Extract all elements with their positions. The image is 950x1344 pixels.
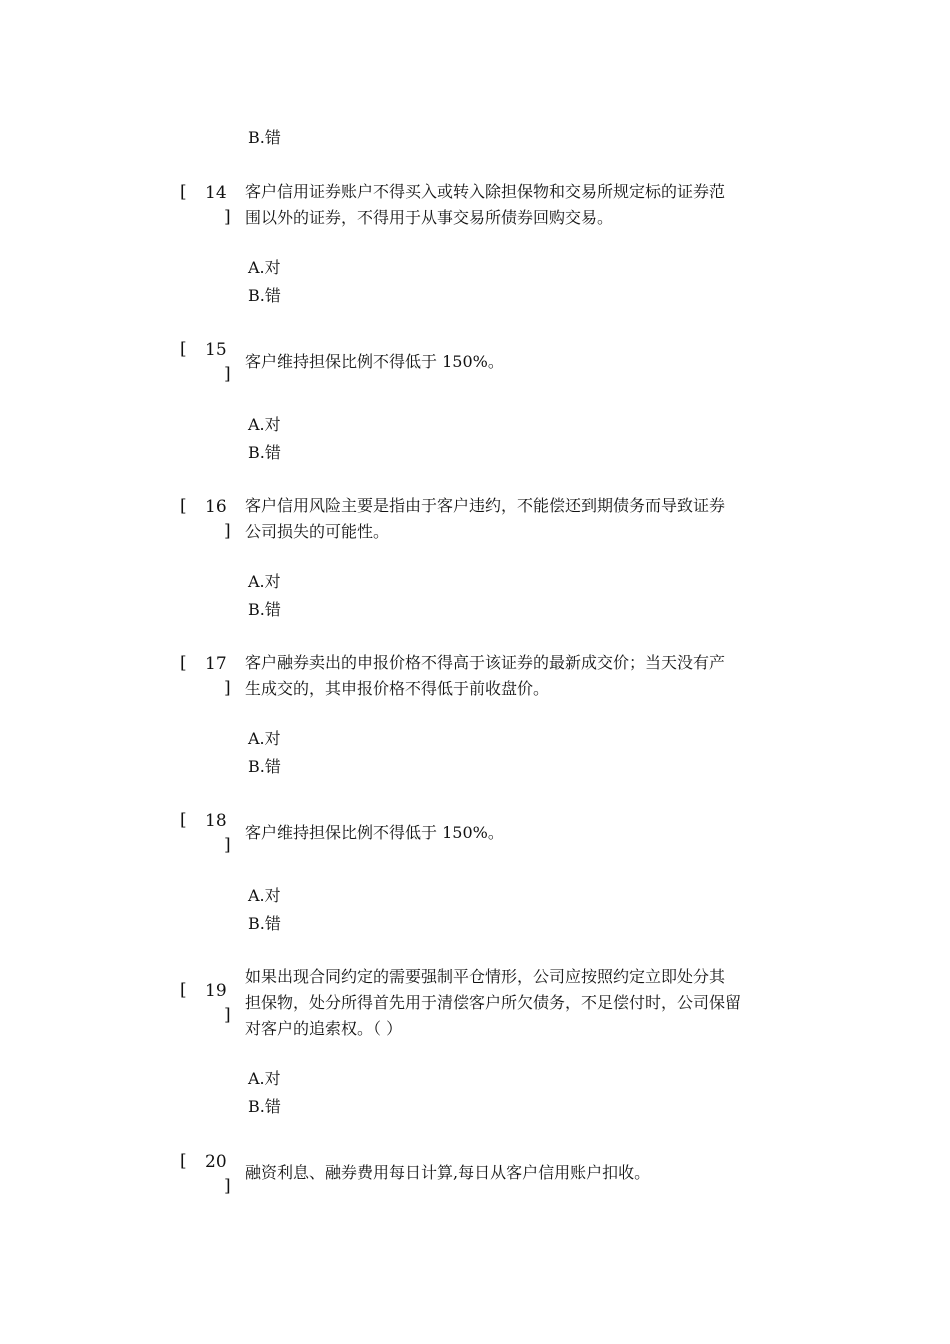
question-number: 15	[205, 340, 227, 360]
option-a: A.对	[248, 415, 281, 434]
option-b-q13: B.错	[248, 128, 281, 147]
option-a: A.对	[248, 572, 281, 591]
bracket-open: [	[180, 810, 187, 830]
question-text	[245, 820, 775, 846]
question-text-line: 客户维持担保比例不得低于 150%。	[245, 823, 504, 842]
question-text-line: 客户融券卖出的申报价格不得高于该证券的最新成交价；当天没有产	[245, 653, 726, 672]
bracket-close: ]	[224, 1176, 231, 1196]
option-b: B.错	[248, 600, 281, 619]
question-number: 19	[205, 981, 227, 1001]
bracket-close: ]	[224, 1005, 231, 1025]
question-number: 14	[205, 183, 227, 203]
question-number: 20	[205, 1152, 227, 1172]
bracket-close: ]	[224, 678, 231, 698]
option-a: A.对	[248, 258, 281, 277]
question-text-line: 围以外的证券，不得用于从事交易所债券回购交易。	[245, 208, 614, 227]
option-b: B.错	[248, 1097, 281, 1116]
question-text	[245, 493, 775, 545]
bracket-close: ]	[224, 521, 231, 541]
bracket-open: [	[180, 182, 187, 202]
option-a: A.对	[248, 886, 281, 905]
question-text-line: 融资利息、融券费用每日计算,每日从客户信用账户扣收。	[245, 1163, 651, 1182]
question-text-line: 对客户的追索权。（ ）	[245, 1019, 403, 1038]
bracket-close: ]	[224, 835, 231, 855]
option-b: B.错	[248, 757, 281, 776]
question-text-line: 客户维持担保比例不得低于 150%。	[245, 352, 504, 371]
question-number: 17	[205, 654, 227, 674]
question-number: 16	[205, 497, 227, 517]
bracket-open: [	[180, 653, 187, 673]
question-text-line: 公司损失的可能性。	[245, 522, 390, 541]
bracket-close: ]	[224, 207, 231, 227]
question-text-line: 生成交的，其申报价格不得低于前收盘价。	[245, 679, 550, 698]
question-text-line: 如果出现合同约定的需要强制平仓情形，公司应按照约定立即处分其	[245, 967, 726, 986]
bracket-open: [	[180, 339, 187, 359]
question-text-line: 客户信用风险主要是指由于客户违约，不能偿还到期债务而导致证券	[245, 496, 726, 515]
question-text-line: 客户信用证券账户不得买入或转入除担保物和交易所规定标的证券范	[245, 182, 726, 201]
question-text	[245, 179, 775, 231]
question-text	[245, 1160, 775, 1186]
option-b: B.错	[248, 286, 281, 305]
option-b: B.错	[248, 914, 281, 933]
option-a: A.对	[248, 729, 281, 748]
option-a: A.对	[248, 1069, 281, 1088]
question-text	[245, 650, 775, 702]
question-text	[245, 964, 775, 1042]
option-b: B.错	[248, 443, 281, 462]
bracket-open: [	[180, 496, 187, 516]
bracket-close: ]	[224, 364, 231, 384]
bracket-open: [	[180, 980, 187, 1000]
question-text	[245, 349, 775, 375]
question-number: 18	[205, 811, 227, 831]
bracket-open: [	[180, 1151, 187, 1171]
question-text-line: 担保物，处分所得首先用于清偿客户所欠债务，不足偿付时，公司保留	[245, 993, 742, 1012]
